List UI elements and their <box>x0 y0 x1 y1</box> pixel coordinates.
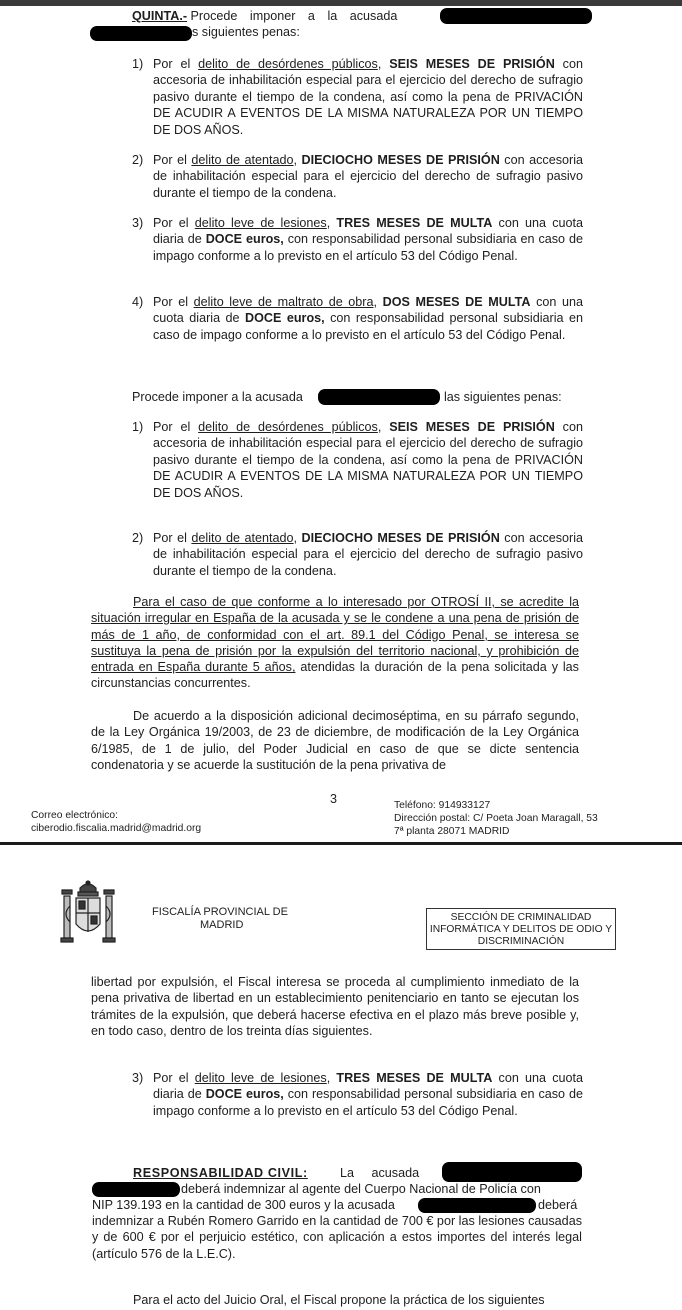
civil-liability-line3: NIP 139.193 en la cantidad de 300 euros y la acusada <box>92 1198 395 1212</box>
item-rest: con accesoria de inhabilitación especial para el ejercicio del derecho de sufragio pasivo durante el tiempo de la condena. <box>153 153 584 200</box>
item-text <box>153 152 583 201</box>
expulsion-plain: atendidas la duración de la pena solicitada y las circunstancias concurrentes. <box>91 660 579 691</box>
penalty-amount: TRES MESES DE MULTA <box>336 216 493 230</box>
item-number: 3) <box>132 216 144 230</box>
item-sep: , <box>326 216 337 230</box>
item-sep: , <box>373 295 383 309</box>
item-number: 2) <box>132 531 144 545</box>
email-label: Correo electrónico: <box>31 810 118 821</box>
item-text <box>153 530 583 579</box>
section-box <box>426 908 616 950</box>
crime-name: delito leve de maltrato de obra <box>193 295 374 309</box>
item-text <box>153 56 583 138</box>
penalty-amount: SEIS MESES DE PRISIÓN <box>389 57 555 71</box>
redaction-block <box>318 389 440 405</box>
email-address[interactable]: ciberodio.fiscalia.madrid@madrid.org <box>31 823 202 834</box>
item-pre: Por el <box>153 153 192 167</box>
coat-of-arms-icon <box>58 878 118 950</box>
item-number: 3) <box>132 1071 144 1085</box>
top-edge-bar <box>0 0 682 6</box>
phone-number: Teléfono: 914933127 <box>394 800 491 811</box>
item-rest: con accesoria de inhabilitación especial para el ejercicio del derecho de sufragio pasivo durante el tiempo de la condena, así como la pena de PRIVACIÓN DE ACUDIR A EVENTOS DE LA MISMA NATURALEZA POR UN TIEMPO DE DOS AÑOS. <box>153 57 583 137</box>
procede-text: Procede imponer a la acusada <box>132 390 303 404</box>
item-pre: Por el <box>153 420 199 434</box>
redaction-block <box>90 26 192 41</box>
item-sep: , <box>293 531 302 545</box>
section-line3: DISCRIMINACIÓN <box>477 936 565 948</box>
quinta-text: Procede imponer a la acusada <box>190 9 398 23</box>
crime-name: delito de desórdenes públicos <box>198 57 378 71</box>
item-rest: con responsabilidad personal subsidiaria en caso de impago conforme a lo previsto en el artículo 53 del Código Penal. <box>153 311 583 342</box>
item-text <box>153 419 583 501</box>
office-name-line1: FISCALÍA PROVINCIAL DE <box>152 906 288 918</box>
item-number: 4) <box>132 295 144 309</box>
item-pre: Por el <box>153 216 195 230</box>
quinta-label: QUINTA.- <box>132 9 188 23</box>
civil-liability-rest: indemnizar a Rubén Romero Garrido en la cantidad de 700 € por las lesiones causadas y de 600 € por el perjuicio estético, con aplicación a estos importes del interés legal (artículo 576 de la L.E.C). <box>92 1214 582 1261</box>
item-text <box>153 1070 583 1119</box>
daily-quota: DOCE euros, <box>205 232 284 247</box>
daily-quota: DOCE euros, <box>205 1087 284 1102</box>
penalty-amount: SEIS MESES DE PRISIÓN <box>389 420 555 434</box>
item-number: 1) <box>132 420 144 434</box>
item-pre: Por el <box>153 1071 195 1085</box>
crime-name: delito de atentado <box>191 531 294 545</box>
crime-name: delito de desórdenes públicos <box>198 420 378 434</box>
crime-name: delito de atentado <box>191 153 294 167</box>
postal-address: Dirección postal: C/ Poeta Joan Maragall, 53 <box>394 813 598 824</box>
disposicion-paragraph: De acuerdo a la disposición adicional decimoséptima, en su párrafo segundo, de la Ley Orgánica 19/2003, de 23 de diciembre, de modificación de la Ley Orgánica 6/1985, de 1 de julio, del Poder Judicial en caso de que se dicte sentencia condenatoria y se acuerde la sustitución de la pena privativa de <box>91 709 579 772</box>
penalty-amount: DIECIOCHO MESES DE PRISIÓN <box>301 153 500 167</box>
item-sep: , <box>293 153 302 167</box>
item-rest: con una cuota diaria de <box>153 216 584 247</box>
penalty-amount: TRES MESES DE MULTA <box>336 1071 493 1085</box>
redaction-block <box>418 1198 536 1213</box>
item-pre: Por el <box>153 531 192 545</box>
civil-liability-text: La acusada <box>340 1166 420 1180</box>
daily-quota: DOCE euros, <box>245 311 325 326</box>
penalty-amount: DOS MESES DE MULTA <box>382 295 531 309</box>
civil-liability-heading <box>133 1165 308 1181</box>
item-pre: Por el <box>153 295 194 309</box>
section-line2: INFORMÁTICA Y DELITOS DE ODIO Y <box>429 924 613 936</box>
civil-liability-line2: deberá indemnizar al agente del Cuerpo Nacional de Policía con <box>181 1182 541 1196</box>
civil-liability-label: RESPONSABILIDAD CIVIL: <box>133 1166 308 1180</box>
item-sep: , <box>377 57 390 71</box>
item-number: 1) <box>132 57 144 71</box>
item-rest: con responsabilidad personal subsidiaria en caso de impago conforme a lo previsto en el artículo 53 del Código Penal. <box>153 1087 583 1118</box>
quinta-continuation: s siguientes penas: <box>192 25 300 39</box>
penalty-amount: DIECIOCHO MESES DE PRISIÓN <box>301 531 500 545</box>
redaction-block <box>440 8 592 24</box>
redaction-block <box>442 1162 582 1182</box>
item-text <box>153 294 583 343</box>
crime-name: delito leve de lesiones <box>194 1071 327 1085</box>
page-number: 3 <box>330 792 338 806</box>
expulsion-underlined: Para el caso de que conforme a lo interesado por OTROSÍ II, se acredite la situación irregular en España de la acusada y se le condene a una pena de prisión de más de 1 año, de conformidad con el art. 89.1 del Código Penal, se interesa se sustituya la pena de prisión por la expulsión del territorio nacional, y prohibición de entrada en España durante 5 años, <box>91 595 579 675</box>
item-sep: , <box>326 1071 337 1085</box>
item-rest: con accesoria de inhabilitación especial para el ejercicio del derecho de sufragio pasivo durante el tiempo de la condena. <box>153 531 584 578</box>
procede-text-end: las siguientes penas: <box>444 390 562 404</box>
item-rest: con una cuota diaria de <box>153 1071 584 1102</box>
office-name-line2: MADRID <box>200 919 244 931</box>
item-text <box>153 215 583 264</box>
crime-name: delito leve de lesiones <box>194 216 327 230</box>
section-line1: SECCIÓN DE CRIMINALIDAD <box>450 912 592 923</box>
postal-address-line2: 7ª planta 28071 MADRID <box>394 826 510 837</box>
item-pre: Por el <box>153 57 199 71</box>
libertad-paragraph: libertad por expulsión, el Fiscal interesa se proceda al cumplimiento inmediato de la pena privativa de libertad en un establecimiento penitenciario en tanto se ejecutan los trámites de la expulsión, que deberá hacerse efectiva en el plazo más breve posible y, en todo caso, dentro de los treinta días siguientes. <box>91 975 579 1038</box>
civil-liability-line3-end: deberá <box>538 1198 578 1212</box>
item-rest: con responsabilidad personal subsidiaria en caso de impago conforme a lo previsto en el artículo 53 del Código Penal. <box>153 232 583 263</box>
redaction-block <box>92 1182 180 1197</box>
final-paragraph: Para el acto del Juicio Oral, el Fiscal propone la práctica de los siguientes <box>133 1293 545 1307</box>
page-divider <box>0 842 682 845</box>
item-rest: con una cuota diaria de <box>153 295 583 326</box>
item-number: 2) <box>132 153 144 167</box>
expulsion-paragraph <box>91 594 579 692</box>
item-sep: , <box>377 420 390 434</box>
item-rest: con accesoria de inhabilitación especial para el ejercicio del derecho de sufragio pasivo durante el tiempo de la condena, así como la pena de PRIVACIÓN DE ACUDIR A EVENTOS DE LA MISMA NATURALEZA POR UN TIEMPO DE DOS AÑOS. <box>153 420 583 500</box>
